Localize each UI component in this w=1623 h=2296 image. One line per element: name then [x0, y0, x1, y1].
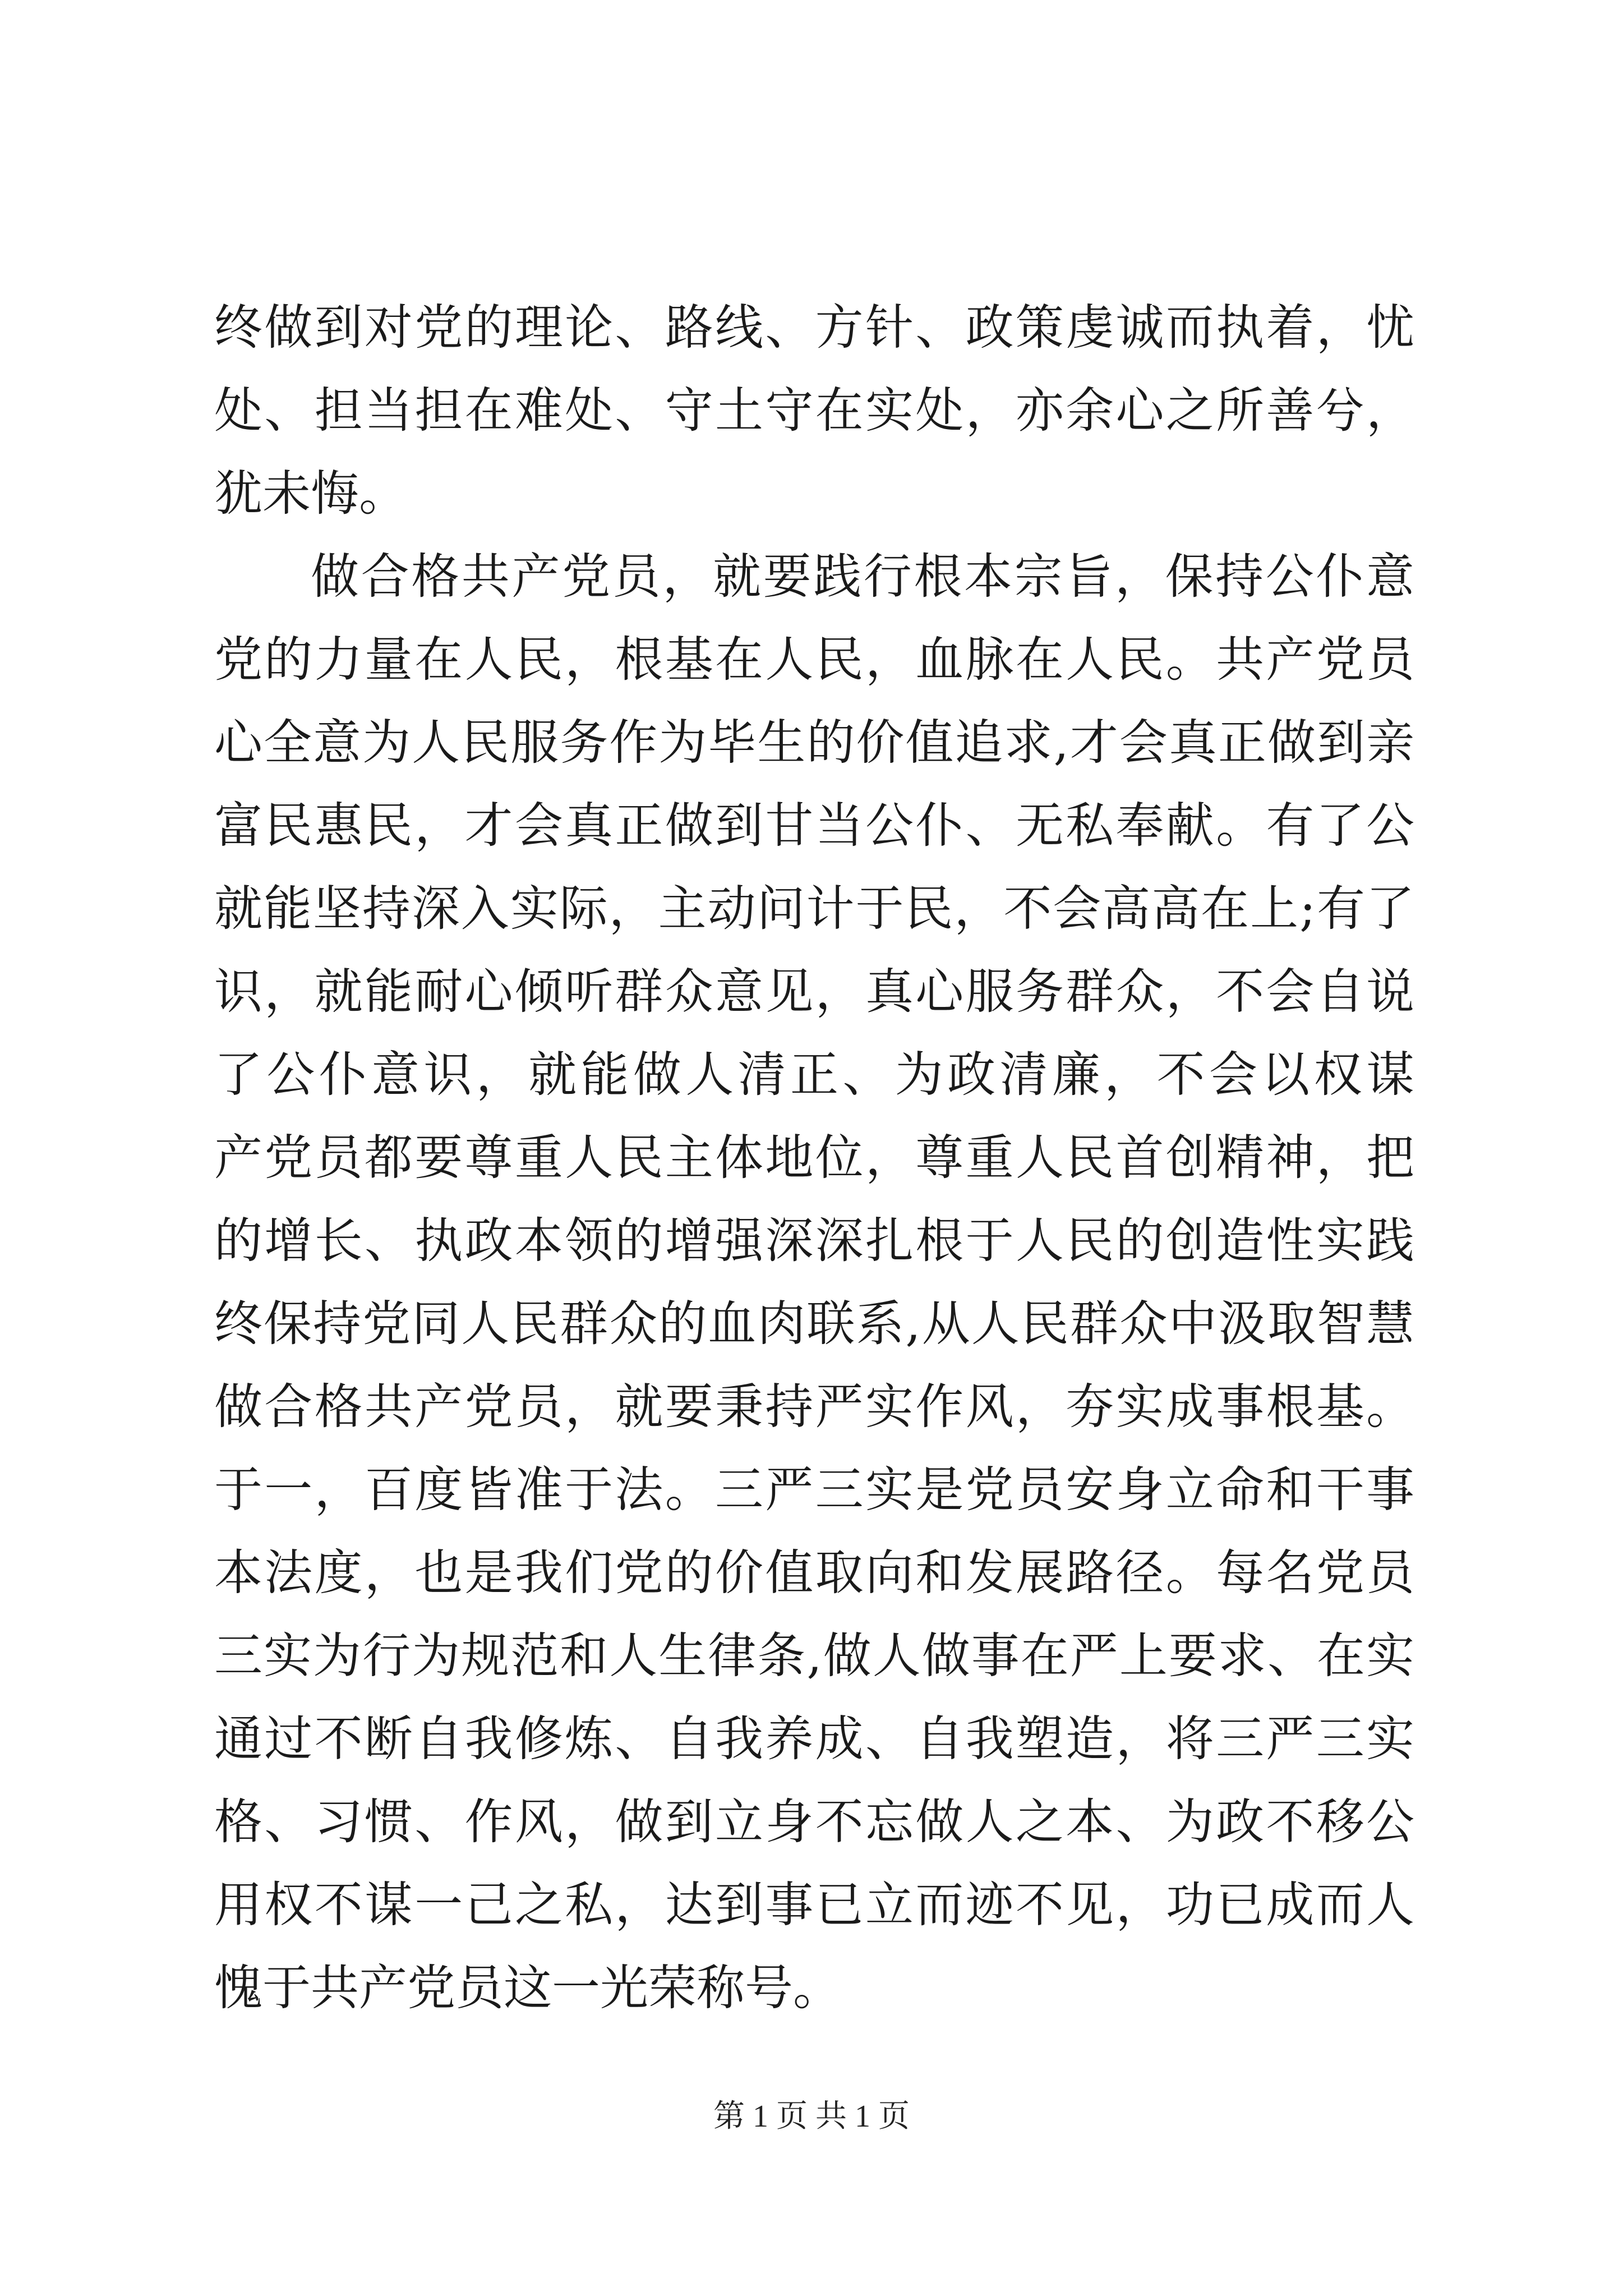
text-line: 终保持党同人民群众的血肉联系,从人民群众中汲取智慧 — [214, 1296, 1414, 1352]
page-footer — [0, 2097, 1623, 2136]
body-text — [214, 286, 1414, 2030]
text-line: 产党员都要尊重人民主体地位，尊重人民首创精神，把 — [214, 1130, 1414, 1186]
text-line: 党的力量在人民，根基在人民，血脉在人民。共产党员 — [214, 632, 1414, 688]
text-line: 于一，百度皆准于法。三严三实是党员安身立命和干事 — [214, 1462, 1414, 1518]
text-line: 三实为行为规范和人生律条,做人做事在严上要求、在实 — [214, 1628, 1414, 1684]
text-line: 通过不断自我修炼、自我养成、自我塑造，将三严三实 — [214, 1711, 1414, 1767]
text-line: 犹未悔。 — [214, 466, 407, 522]
text-line: 了公仆意识，就能做人清正、为政清廉，不会以权谋 — [214, 1047, 1414, 1103]
text-line: 格、习惯、作风，做到立身不忘做人之本、为政不移公 — [214, 1794, 1414, 1850]
text-line: 富民惠民，才会真正做到甘当公仆、无私奉献。有了公 — [214, 798, 1414, 854]
text-line: 终做到对党的理论、路线、方针、政策虔诚而执着，忧 — [214, 300, 1414, 356]
text-line: 做合格共产党员，就要秉持严实作风，夯实成事根基。 — [214, 1379, 1414, 1435]
text-line: 处、担当担在难处、守土守在实处，亦余心之所善兮， — [214, 383, 1414, 439]
text-line: 用权不谋一己之私，达到事已立而迹不见，功已成而人 — [214, 1877, 1414, 1933]
text-line: 心全意为人民服务作为毕生的价值追求,才会真正做到亲 — [214, 715, 1414, 771]
text-line: 本法度，也是我们党的价值取向和发展路径。每名党员 — [214, 1545, 1414, 1601]
paragraph-first-line: 做合格共产党员，就要践行根本宗旨，保持公仆意 — [311, 549, 1414, 605]
text-line: 就能坚持深入实际，主动问计于民，不会高高在上;有了 — [214, 881, 1414, 937]
text-line: 识，就能耐心倾听群众意见，真心服务群众，不会自说 — [214, 964, 1414, 1020]
text-line: 愧于共产党员这一光荣称号。 — [214, 1960, 841, 2016]
page-number-label: 第 1 页 共 1 页 — [713, 2099, 910, 2134]
text-line: 的增长、执政本领的增强深深扎根于人民的创造性实践 — [214, 1213, 1414, 1269]
